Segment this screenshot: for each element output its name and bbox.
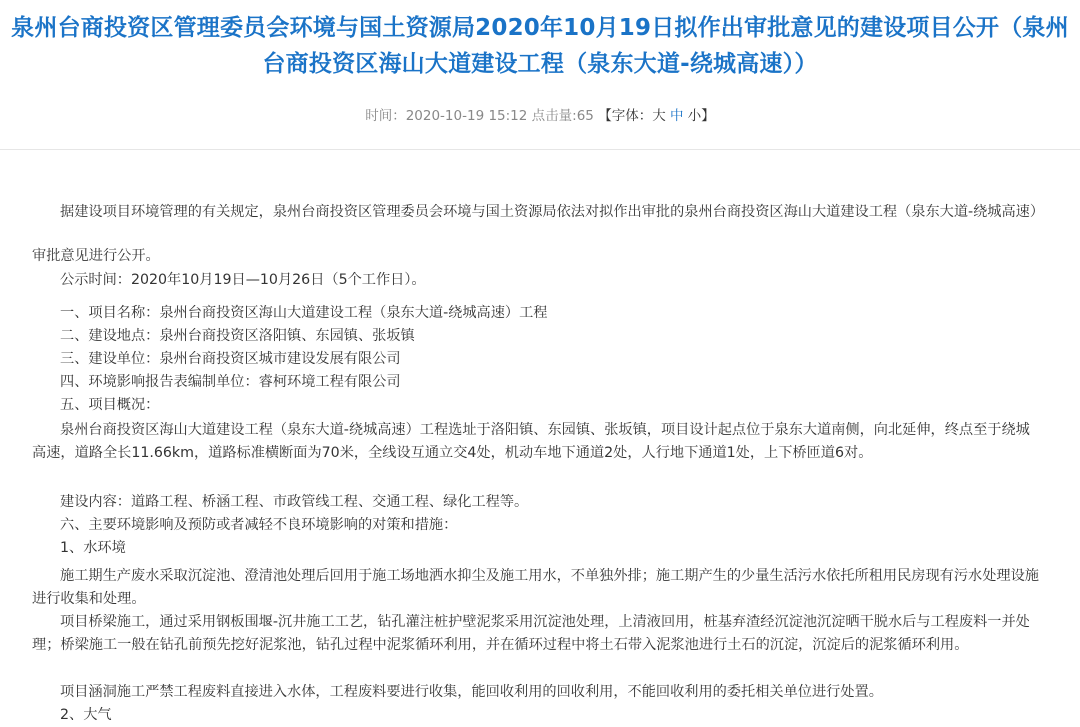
article-meta [0,106,1080,126]
water-measure-2: 项目桥梁施工，通过采用钢板围堰-沉井施工工艺，钻孔灌注桩护壁泥浆采用沉淀池处理，上清液回用，桩基弃渣经沉淀池沉淀晒干脱水后与工程废料一并处理；桥梁施工一般在钻孔前预先挖好泥浆池，钻孔过程中泥浆循环利用，并在循环过程中将土石带入泥浆池进行土石的沉淀，沉淀后的泥浆循环利用。 [32,614,1030,653]
publicity-period: 公示时间：2020年10月19日—10月26日（5个工作日）。 [60,272,426,288]
font-small-button[interactable]: 小 [687,108,702,124]
time-label: 时间： [365,108,406,124]
project-name: 一、项目名称：泉州台商投资区海山大道建设工程（泉东大道-绕城高速）工程 [60,305,548,321]
font-large-button[interactable]: 大 [652,108,666,124]
water-env-heading: 1、水环境 [60,540,126,556]
construction-unit: 三、建设单位：泉州台商投资区城市建设发展有限公司 [60,351,401,367]
project-overview: 泉州台商投资区海山大道建设工程（泉东大道-绕城高速）工程选址于洛阳镇、东园镇、张坂镇，项目设计起点位于泉东大道南侧，向北延伸，终点至于绕城高速，道路全长11.66km，道路标准横断面为70米，全线设互通立交4处，机动车地下通道2处，人行地下通道1处，上下桥匝道6对。 [32,422,1030,461]
measures-heading: 六、主要环境影响及预防或者减轻不良环境影响的对策和措施： [60,517,458,533]
overview-heading: 五、项目概况： [60,397,160,413]
construction-content: 建设内容：道路工程、桥涵工程、市政管线工程、交通工程、绿化工程等。 [60,494,529,510]
intro-paragraph: 据建设项目环境管理的有关规定，泉州台商投资区管理委员会环境与国土资源局依法对拟作出审批的泉州台商投资区海山大道建设工程（泉东大道-绕城高速）审批意见进行公开。 [32,204,1037,264]
font-size-label: 【字体： [598,108,653,124]
article-title: 泉州台商投资区管理委员会环境与国土资源局2020年10月19日拟作出审批意见的建设项目公开（泉州台商投资区海山大道建设工程（泉东大道-绕城高速）） [11,15,1069,77]
report-preparer: 四、环境影响报告表编制单位：睿柯环境工程有限公司 [60,374,401,390]
project-location: 二、建设地点：泉州台商投资区洛阳镇、东园镇、张坂镇 [60,328,415,344]
clicks-label: 点击量: [531,108,577,124]
water-measure-3: 项目涵洞施工严禁工程废料直接进入水体，工程废料要进行收集，能回收利用的回收利用，不能回收利用的委托相关单位进行处置。 [60,684,883,700]
project-info-list [60,302,1040,417]
measures-list [60,491,1040,560]
time-value: 2020-10-19 15:12 [405,108,528,124]
water-measure-1: 施工期生产废水采取沉淀池、澄清池处理后回用于施工场地洒水抑尘及施工用水，不单独外排；施工期产生的少量生活污水依托所租用民房现有污水处理设施进行收集和处理。 [32,568,1039,607]
air-env-heading: 2、大气 [60,707,112,723]
article-header [0,0,1080,150]
clicks-value: 65 [576,108,594,124]
font-medium-button[interactable]: 中 [670,108,684,124]
article-body [0,150,1080,723]
font-size-close: 】 [701,108,715,124]
